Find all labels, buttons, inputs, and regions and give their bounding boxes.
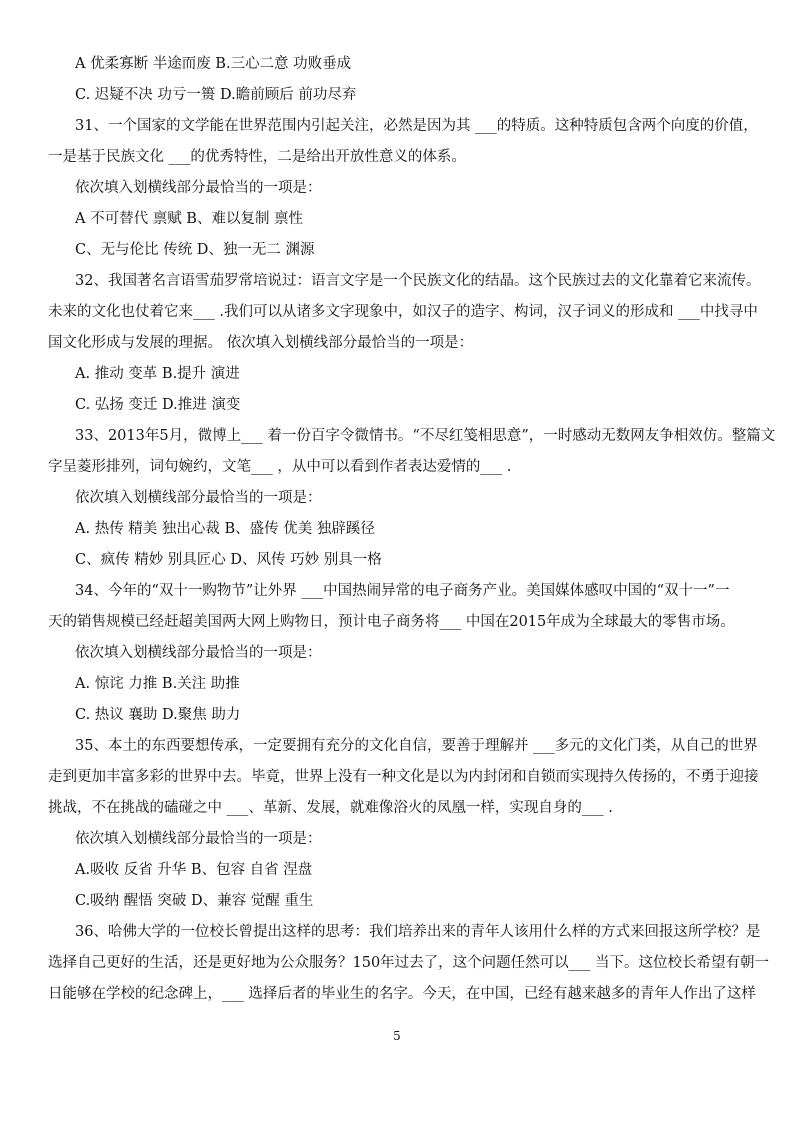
option-line: A 优柔寡断 半途而废 B.三心二意 功败垂成 [75, 56, 352, 72]
question-35-text: 走到更加丰富多彩的世界中去。毕竟，世界上没有一种文化是以为内封闭和自锁而实现持久传扬的，不勇于迎接 [48, 769, 759, 785]
question-31-text: 一是基于民族文化 ___的优秀特性，二是给出开放性意义的体系。 [48, 149, 466, 165]
question-32-text: 32、我国著名言语雪茄罗常培说过：语言文字是一个民族文化的结晶。这个民族过去的文化靠着它来流传。 [75, 273, 761, 289]
option-line: C.吸纳 醒悟 突破 D、兼容 觉醒 重生 [75, 893, 314, 909]
question-32-text: 国文化形成与发展的理据。 依次填入划横线部分最恰当的一项是： [48, 335, 474, 351]
option-line: C、无与伦比 传统 D、独一无二 渊源 [75, 242, 315, 258]
instruction-line: 依次填入划横线部分最恰当的一项是： [75, 645, 322, 661]
option-line: A.吸收 反省 升华 B、包容 自省 涅盘 [75, 862, 313, 878]
option-line: C. 弘扬 变迁 D.推进 演变 [75, 397, 241, 413]
option-line: A. 惊诧 力推 B.关注 助推 [75, 676, 240, 692]
question-35-text: 挑战，不在挑战的磕碰之中 ___、革新、发展，就难像浴火的凤凰一样，实现自身的___ . [48, 800, 613, 816]
option-line: A. 推动 变革 B.提升 演进 [75, 366, 240, 382]
question-36-text: 日能够在学校的纪念碑上，___ 选择后者的毕业生的名字。今天，在中国，已经有越来越多的青年人作出了这样 [48, 986, 756, 1002]
page-number: 5 [393, 1029, 401, 1043]
question-31-text: 31、一个国家的文学能在世界范围内引起关注，必然是因为其 ___的特质。这种特质包含两个向度的价值， [75, 118, 758, 134]
instruction-line: 依次填入划横线部分最恰当的一项是： [75, 180, 322, 196]
question-33-text: 33、2013年5月，微博上___ 着一份百字令微情书。“不尽红笺相思意”，一时感动无数网友争相效仿。整篇文 [75, 428, 776, 444]
question-34-text: 天的销售规模已经赶超美国两大网上购物日，预计电子商务将___ 中国在2015年成为全球最大的零售市场。 [48, 614, 735, 630]
question-36-text: 36、哈佛大学的一位校长曾提出这样的思考：我们培养出来的青年人该用什么样的方式来回报这所学校？是 [75, 924, 761, 940]
question-33-text: 字呈菱形排列，词句婉约，文笔___ ，从中可以看到作者表达爱情的___ . [48, 459, 512, 475]
question-36-text: 选择自己更好的生活，还是更好地为公众服务？150年过去了，这个问题任然可以___ 当下。这位校长希望有朝一 [48, 955, 770, 971]
option-line: C. 热议 襄助 D.聚焦 助力 [75, 707, 241, 723]
instruction-line: 依次填入划横线部分最恰当的一项是： [75, 831, 322, 847]
question-34-text: 34、今年的“双十一购物节”让外界 ___中国热闹异常的电子商务产业。美国媒体感叹中国的“双十一”一 [75, 583, 730, 599]
option-line: C. 迟疑不决 功亏一篑 D.瞻前顾后 前功尽弃 [75, 87, 357, 103]
question-35-text: 35、本土的东西要想传承，一定要拥有充分的文化自信，要善于理解并 ___多元的文化门类，从自己的世界 [75, 738, 758, 754]
option-line: A 不可替代 禀赋 B、难以复制 禀性 [75, 211, 304, 227]
option-line: C、疯传 精妙 别具匠心 D、风传 巧妙 别具一格 [75, 552, 382, 568]
instruction-line: 依次填入划横线部分最恰当的一项是： [75, 490, 322, 506]
option-line: A. 热传 精美 独出心裁 B、盛传 优美 独辟蹊径 [75, 521, 375, 537]
question-32-text: 未来的文化也仗着它来___ .我们可以从诸多文字现象中，如汉子的造字、构词，汉子词义的形成和 ___中找寻中 [48, 304, 758, 320]
